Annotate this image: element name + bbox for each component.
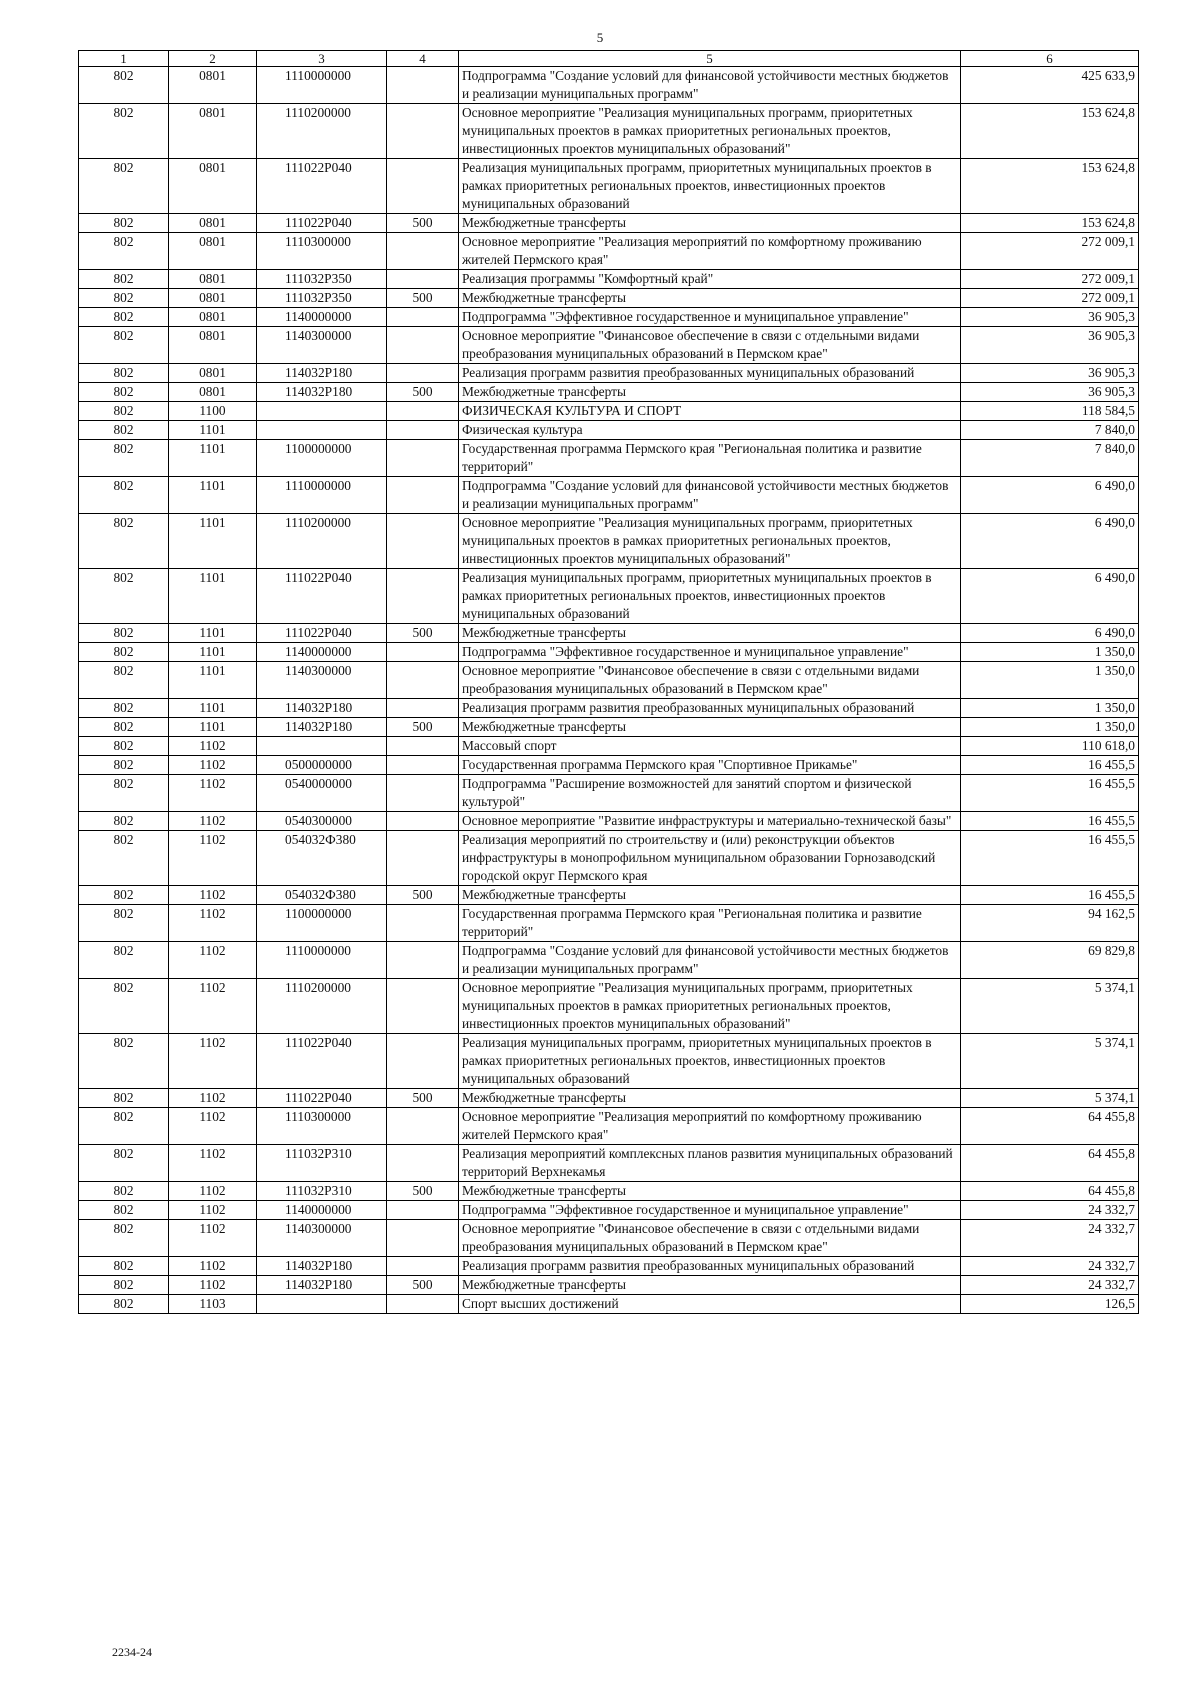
name-cell: Межбюджетные трансферты bbox=[459, 289, 961, 308]
table-row bbox=[79, 831, 1139, 886]
expense-type-cell bbox=[387, 308, 459, 327]
expense-type-cell bbox=[387, 569, 459, 624]
ministry-code-cell: 802 bbox=[79, 737, 169, 756]
section-code-cell: 0801 bbox=[169, 233, 257, 270]
amount-cell: 272 009,1 bbox=[961, 233, 1139, 270]
table-row bbox=[79, 308, 1139, 327]
amount-cell: 5 374,1 bbox=[961, 1089, 1139, 1108]
name-cell: Массовый спорт bbox=[459, 737, 961, 756]
section-code-cell: 0801 bbox=[169, 308, 257, 327]
target-article-cell: 1110000000 bbox=[257, 477, 387, 514]
target-article-cell: 111022P040 bbox=[257, 159, 387, 214]
amount-cell: 94 162,5 bbox=[961, 905, 1139, 942]
table-row bbox=[79, 756, 1139, 775]
expense-type-cell bbox=[387, 440, 459, 477]
expense-type-cell bbox=[387, 270, 459, 289]
target-article-cell: 054032Ф380 bbox=[257, 831, 387, 886]
name-cell: Основное мероприятие "Развитие инфраструктуры и материально-технической базы" bbox=[459, 812, 961, 831]
section-code-cell: 1101 bbox=[169, 624, 257, 643]
budget-table bbox=[78, 50, 1139, 1314]
name-cell: Реализация мероприятий комплексных планов развития муниципальных образований территорий Верхнекамья bbox=[459, 1145, 961, 1182]
ministry-code-cell: 802 bbox=[79, 905, 169, 942]
expense-type-cell bbox=[387, 1257, 459, 1276]
ministry-code-cell: 802 bbox=[79, 67, 169, 104]
section-code-cell: 1102 bbox=[169, 979, 257, 1034]
name-cell: Межбюджетные трансферты bbox=[459, 886, 961, 905]
amount-cell: 272 009,1 bbox=[961, 270, 1139, 289]
ministry-code-cell: 802 bbox=[79, 979, 169, 1034]
amount-cell: 24 332,7 bbox=[961, 1220, 1139, 1257]
expense-type-cell: 500 bbox=[387, 214, 459, 233]
column-header-4: 4 bbox=[387, 51, 459, 67]
amount-cell: 64 455,8 bbox=[961, 1145, 1139, 1182]
table-row bbox=[79, 737, 1139, 756]
amount-cell: 5 374,1 bbox=[961, 979, 1139, 1034]
table-row bbox=[79, 402, 1139, 421]
amount-cell: 6 490,0 bbox=[961, 514, 1139, 569]
expense-type-cell bbox=[387, 643, 459, 662]
name-cell: Физическая культура bbox=[459, 421, 961, 440]
table-row bbox=[79, 1145, 1139, 1182]
name-cell: Реализация муниципальных программ, приоритетных муниципальных проектов в рамках приоритетных региональных проектов, инвестиционных проектов муниципальных образований bbox=[459, 1034, 961, 1089]
ministry-code-cell: 802 bbox=[79, 1220, 169, 1257]
target-article-cell: 111022P040 bbox=[257, 569, 387, 624]
table-row bbox=[79, 662, 1139, 699]
amount-cell: 425 633,9 bbox=[961, 67, 1139, 104]
name-cell: Реализация программ развития преобразованных муниципальных образований bbox=[459, 364, 961, 383]
name-cell: Основное мероприятие "Финансовое обеспечение в связи с отдельными видами преобразования муниципальных образований в Пермском крае" bbox=[459, 662, 961, 699]
ministry-code-cell: 802 bbox=[79, 624, 169, 643]
section-code-cell: 1102 bbox=[169, 1257, 257, 1276]
expense-type-cell bbox=[387, 104, 459, 159]
section-code-cell: 1101 bbox=[169, 514, 257, 569]
name-cell: Подпрограмма "Создание условий для финансовой устойчивости местных бюджетов и реализации муниципальных программ" bbox=[459, 942, 961, 979]
target-article-cell: 1140000000 bbox=[257, 308, 387, 327]
column-header-5: 5 bbox=[459, 51, 961, 67]
expense-type-cell bbox=[387, 233, 459, 270]
table-row bbox=[79, 214, 1139, 233]
expense-type-cell: 500 bbox=[387, 624, 459, 643]
expense-type-cell: 500 bbox=[387, 718, 459, 737]
name-cell: Подпрограмма "Эффективное государственное и муниципальное управление" bbox=[459, 1201, 961, 1220]
amount-cell: 6 490,0 bbox=[961, 569, 1139, 624]
target-article-cell: 1140300000 bbox=[257, 662, 387, 699]
amount-cell: 1 350,0 bbox=[961, 699, 1139, 718]
expense-type-cell bbox=[387, 514, 459, 569]
expense-type-cell bbox=[387, 402, 459, 421]
ministry-code-cell: 802 bbox=[79, 1145, 169, 1182]
name-cell: Реализация программы "Комфортный край" bbox=[459, 270, 961, 289]
section-code-cell: 1101 bbox=[169, 662, 257, 699]
amount-cell: 36 905,3 bbox=[961, 364, 1139, 383]
amount-cell: 7 840,0 bbox=[961, 421, 1139, 440]
expense-type-cell bbox=[387, 775, 459, 812]
section-code-cell: 1102 bbox=[169, 1108, 257, 1145]
section-code-cell: 1102 bbox=[169, 1276, 257, 1295]
column-header-3: 3 bbox=[257, 51, 387, 67]
ministry-code-cell: 802 bbox=[79, 1295, 169, 1314]
ministry-code-cell: 802 bbox=[79, 942, 169, 979]
table-row bbox=[79, 477, 1139, 514]
ministry-code-cell: 802 bbox=[79, 308, 169, 327]
amount-cell: 153 624,8 bbox=[961, 214, 1139, 233]
ministry-code-cell: 802 bbox=[79, 383, 169, 402]
ministry-code-cell: 802 bbox=[79, 1034, 169, 1089]
amount-cell: 1 350,0 bbox=[961, 643, 1139, 662]
ministry-code-cell: 802 bbox=[79, 1276, 169, 1295]
section-code-cell: 1102 bbox=[169, 1089, 257, 1108]
target-article-cell: 1110300000 bbox=[257, 1108, 387, 1145]
target-article-cell: 1100000000 bbox=[257, 440, 387, 477]
table-row bbox=[79, 440, 1139, 477]
target-article-cell bbox=[257, 421, 387, 440]
name-cell: Межбюджетные трансферты bbox=[459, 1276, 961, 1295]
table-row bbox=[79, 289, 1139, 308]
expense-type-cell bbox=[387, 979, 459, 1034]
column-header-1: 1 bbox=[79, 51, 169, 67]
expense-type-cell bbox=[387, 327, 459, 364]
column-header-2: 2 bbox=[169, 51, 257, 67]
target-article-cell: 111022P040 bbox=[257, 214, 387, 233]
target-article-cell bbox=[257, 402, 387, 421]
name-cell: Основное мероприятие "Финансовое обеспечение в связи с отдельными видами преобразования муниципальных образований в Пермском крае" bbox=[459, 327, 961, 364]
ministry-code-cell: 802 bbox=[79, 327, 169, 364]
section-code-cell: 1101 bbox=[169, 718, 257, 737]
target-article-cell: 114032P180 bbox=[257, 364, 387, 383]
ministry-code-cell: 802 bbox=[79, 402, 169, 421]
expense-type-cell bbox=[387, 1220, 459, 1257]
name-cell: Основное мероприятие "Реализация мероприятий по комфортному проживанию жителей Пермского края" bbox=[459, 1108, 961, 1145]
section-code-cell: 1102 bbox=[169, 831, 257, 886]
table-row bbox=[79, 1108, 1139, 1145]
table-row bbox=[79, 718, 1139, 737]
section-code-cell: 1101 bbox=[169, 421, 257, 440]
section-code-cell: 1102 bbox=[169, 1201, 257, 1220]
section-code-cell: 0801 bbox=[169, 327, 257, 364]
amount-cell: 64 455,8 bbox=[961, 1108, 1139, 1145]
page-number: 5 bbox=[596, 30, 604, 45]
section-code-cell: 1102 bbox=[169, 1145, 257, 1182]
expense-type-cell bbox=[387, 1034, 459, 1089]
target-article-cell: 1110200000 bbox=[257, 979, 387, 1034]
expense-type-cell: 500 bbox=[387, 383, 459, 402]
ministry-code-cell: 802 bbox=[79, 886, 169, 905]
amount-cell: 69 829,8 bbox=[961, 942, 1139, 979]
ministry-code-cell: 802 bbox=[79, 270, 169, 289]
ministry-code-cell: 802 bbox=[79, 289, 169, 308]
table-row bbox=[79, 383, 1139, 402]
target-article-cell: 1110300000 bbox=[257, 233, 387, 270]
table-row bbox=[79, 104, 1139, 159]
expense-type-cell bbox=[387, 421, 459, 440]
ministry-code-cell: 802 bbox=[79, 1257, 169, 1276]
section-code-cell: 1101 bbox=[169, 699, 257, 718]
ministry-code-cell: 802 bbox=[79, 233, 169, 270]
target-article-cell: 111022P040 bbox=[257, 1034, 387, 1089]
expense-type-cell bbox=[387, 812, 459, 831]
name-cell: Межбюджетные трансферты bbox=[459, 624, 961, 643]
amount-cell: 153 624,8 bbox=[961, 104, 1139, 159]
ministry-code-cell: 802 bbox=[79, 812, 169, 831]
section-code-cell: 1102 bbox=[169, 775, 257, 812]
target-article-cell: 1140300000 bbox=[257, 1220, 387, 1257]
expense-type-cell bbox=[387, 1108, 459, 1145]
table-row bbox=[79, 67, 1139, 104]
section-code-cell: 1102 bbox=[169, 1220, 257, 1257]
target-article-cell: 0540300000 bbox=[257, 812, 387, 831]
name-cell: Реализация муниципальных программ, приоритетных муниципальных проектов в рамках приоритетных региональных проектов, инвестиционных проектов муниципальных образований bbox=[459, 569, 961, 624]
ministry-code-cell: 802 bbox=[79, 643, 169, 662]
amount-cell: 5 374,1 bbox=[961, 1034, 1139, 1089]
expense-type-cell: 500 bbox=[387, 1276, 459, 1295]
expense-type-cell bbox=[387, 67, 459, 104]
expense-type-cell: 500 bbox=[387, 1089, 459, 1108]
target-article-cell: 114032P180 bbox=[257, 718, 387, 737]
ministry-code-cell: 802 bbox=[79, 514, 169, 569]
amount-cell: 36 905,3 bbox=[961, 327, 1139, 364]
table-row bbox=[79, 1276, 1139, 1295]
name-cell: Реализация мероприятий по строительству и (или) реконструкции объектов инфраструктуры в монопрофильном муниципальном образовании Горнозаводский городской округ Пермского края bbox=[459, 831, 961, 886]
target-article-cell: 111032P310 bbox=[257, 1145, 387, 1182]
table-row bbox=[79, 699, 1139, 718]
section-code-cell: 0801 bbox=[169, 270, 257, 289]
table-row bbox=[79, 979, 1139, 1034]
table-row bbox=[79, 886, 1139, 905]
expense-type-cell bbox=[387, 364, 459, 383]
table-row bbox=[79, 1220, 1139, 1257]
column-header-6: 6 bbox=[961, 51, 1139, 67]
amount-cell: 1 350,0 bbox=[961, 718, 1139, 737]
amount-cell: 126,5 bbox=[961, 1295, 1139, 1314]
name-cell: Межбюджетные трансферты bbox=[459, 1089, 961, 1108]
name-cell: Государственная программа Пермского края "Региональная политика и развитие территорий" bbox=[459, 905, 961, 942]
table-row bbox=[79, 624, 1139, 643]
target-article-cell: 054032Ф380 bbox=[257, 886, 387, 905]
target-article-cell: 1140300000 bbox=[257, 327, 387, 364]
table-row bbox=[79, 812, 1139, 831]
target-article-cell: 1110000000 bbox=[257, 67, 387, 104]
target-article-cell: 0500000000 bbox=[257, 756, 387, 775]
table-row bbox=[79, 364, 1139, 383]
ministry-code-cell: 802 bbox=[79, 104, 169, 159]
section-code-cell: 1101 bbox=[169, 477, 257, 514]
table-row bbox=[79, 514, 1139, 569]
section-code-cell: 1101 bbox=[169, 440, 257, 477]
section-code-cell: 1101 bbox=[169, 569, 257, 624]
amount-cell: 7 840,0 bbox=[961, 440, 1139, 477]
table-row bbox=[79, 1034, 1139, 1089]
expense-type-cell: 500 bbox=[387, 289, 459, 308]
name-cell: Межбюджетные трансферты bbox=[459, 718, 961, 737]
section-code-cell: 0801 bbox=[169, 104, 257, 159]
ministry-code-cell: 802 bbox=[79, 440, 169, 477]
table-body bbox=[79, 67, 1139, 1314]
amount-cell: 16 455,5 bbox=[961, 775, 1139, 812]
expense-type-cell bbox=[387, 1201, 459, 1220]
expense-type-cell bbox=[387, 477, 459, 514]
expense-type-cell bbox=[387, 737, 459, 756]
section-code-cell: 0801 bbox=[169, 383, 257, 402]
target-article-cell: 1140000000 bbox=[257, 1201, 387, 1220]
target-article-cell: 111022P040 bbox=[257, 624, 387, 643]
name-cell: Основное мероприятие "Реализация мероприятий по комфортному проживанию жителей Пермского края" bbox=[459, 233, 961, 270]
amount-cell: 1 350,0 bbox=[961, 662, 1139, 699]
expense-type-cell bbox=[387, 831, 459, 886]
name-cell: Спорт высших достижений bbox=[459, 1295, 961, 1314]
section-code-cell: 1102 bbox=[169, 812, 257, 831]
name-cell: Государственная программа Пермского края "Спортивное Прикамье" bbox=[459, 756, 961, 775]
target-article-cell bbox=[257, 1295, 387, 1314]
section-code-cell: 0801 bbox=[169, 67, 257, 104]
target-article-cell: 111032P350 bbox=[257, 270, 387, 289]
table-row bbox=[79, 1201, 1139, 1220]
section-code-cell: 0801 bbox=[169, 159, 257, 214]
amount-cell: 24 332,7 bbox=[961, 1257, 1139, 1276]
table-row bbox=[79, 159, 1139, 214]
name-cell: Межбюджетные трансферты bbox=[459, 383, 961, 402]
target-article-cell: 1140000000 bbox=[257, 643, 387, 662]
ministry-code-cell: 802 bbox=[79, 477, 169, 514]
name-cell: Основное мероприятие "Реализация муниципальных программ, приоритетных муниципальных проектов в рамках приоритетных региональных проектов, инвестиционных проектов муниципальных образований" bbox=[459, 514, 961, 569]
amount-cell: 16 455,5 bbox=[961, 886, 1139, 905]
name-cell: Межбюджетные трансферты bbox=[459, 1182, 961, 1201]
ministry-code-cell: 802 bbox=[79, 718, 169, 737]
section-code-cell: 1100 bbox=[169, 402, 257, 421]
expense-type-cell bbox=[387, 1145, 459, 1182]
section-code-cell: 1102 bbox=[169, 942, 257, 979]
section-code-cell: 1102 bbox=[169, 737, 257, 756]
expense-type-cell bbox=[387, 1295, 459, 1314]
ministry-code-cell: 802 bbox=[79, 699, 169, 718]
expense-type-cell bbox=[387, 662, 459, 699]
table-row bbox=[79, 1257, 1139, 1276]
name-cell: Межбюджетные трансферты bbox=[459, 214, 961, 233]
ministry-code-cell: 802 bbox=[79, 831, 169, 886]
amount-cell: 36 905,3 bbox=[961, 383, 1139, 402]
amount-cell: 64 455,8 bbox=[961, 1182, 1139, 1201]
amount-cell: 118 584,5 bbox=[961, 402, 1139, 421]
name-cell: Подпрограмма "Расширение возможностей для занятий спортом и физической культурой" bbox=[459, 775, 961, 812]
amount-cell: 16 455,5 bbox=[961, 831, 1139, 886]
name-cell: Подпрограмма "Создание условий для финансовой устойчивости местных бюджетов и реализации муниципальных программ" bbox=[459, 477, 961, 514]
table-row bbox=[79, 775, 1139, 812]
name-cell: Реализация программ развития преобразованных муниципальных образований bbox=[459, 1257, 961, 1276]
section-code-cell: 1102 bbox=[169, 886, 257, 905]
ministry-code-cell: 802 bbox=[79, 662, 169, 699]
target-article-cell: 1110200000 bbox=[257, 514, 387, 569]
section-code-cell: 1102 bbox=[169, 756, 257, 775]
ministry-code-cell: 802 bbox=[79, 1108, 169, 1145]
amount-cell: 36 905,3 bbox=[961, 308, 1139, 327]
name-cell: Подпрограмма "Эффективное государственное и муниципальное управление" bbox=[459, 643, 961, 662]
expense-type-cell: 500 bbox=[387, 886, 459, 905]
ministry-code-cell: 802 bbox=[79, 1089, 169, 1108]
section-code-cell: 0801 bbox=[169, 289, 257, 308]
amount-cell: 24 332,7 bbox=[961, 1201, 1139, 1220]
table-row bbox=[79, 1182, 1139, 1201]
table-row bbox=[79, 1295, 1139, 1314]
amount-cell: 24 332,7 bbox=[961, 1276, 1139, 1295]
table-row bbox=[79, 233, 1139, 270]
expense-type-cell bbox=[387, 905, 459, 942]
target-article-cell: 1100000000 bbox=[257, 905, 387, 942]
ministry-code-cell: 802 bbox=[79, 421, 169, 440]
table-row bbox=[79, 327, 1139, 364]
section-code-cell: 1102 bbox=[169, 905, 257, 942]
ministry-code-cell: 802 bbox=[79, 569, 169, 624]
expense-type-cell bbox=[387, 699, 459, 718]
amount-cell: 153 624,8 bbox=[961, 159, 1139, 214]
target-article-cell bbox=[257, 737, 387, 756]
amount-cell: 272 009,1 bbox=[961, 289, 1139, 308]
name-cell: Основное мероприятие "Финансовое обеспечение в связи с отдельными видами преобразования муниципальных образований в Пермском крае" bbox=[459, 1220, 961, 1257]
target-article-cell: 114032P180 bbox=[257, 1257, 387, 1276]
expense-type-cell: 500 bbox=[387, 1182, 459, 1201]
table-row bbox=[79, 1089, 1139, 1108]
amount-cell: 110 618,0 bbox=[961, 737, 1139, 756]
name-cell: ФИЗИЧЕСКАЯ КУЛЬТУРА И СПОРТ bbox=[459, 402, 961, 421]
target-article-cell: 1110000000 bbox=[257, 942, 387, 979]
ministry-code-cell: 802 bbox=[79, 214, 169, 233]
table-row bbox=[79, 270, 1139, 289]
section-code-cell: 1102 bbox=[169, 1182, 257, 1201]
name-cell: Основное мероприятие "Реализация муниципальных программ, приоритетных муниципальных проектов в рамках приоритетных региональных проектов, инвестиционных проектов муниципальных образований" bbox=[459, 104, 961, 159]
table-row bbox=[79, 643, 1139, 662]
expense-type-cell bbox=[387, 942, 459, 979]
name-cell: Реализация программ развития преобразованных муниципальных образований bbox=[459, 699, 961, 718]
amount-cell: 16 455,5 bbox=[961, 812, 1139, 831]
target-article-cell: 111022P040 bbox=[257, 1089, 387, 1108]
ministry-code-cell: 802 bbox=[79, 775, 169, 812]
amount-cell: 6 490,0 bbox=[961, 624, 1139, 643]
amount-cell: 6 490,0 bbox=[961, 477, 1139, 514]
table-row bbox=[79, 569, 1139, 624]
expense-type-cell bbox=[387, 756, 459, 775]
section-code-cell: 1102 bbox=[169, 1034, 257, 1089]
target-article-cell: 111032P310 bbox=[257, 1182, 387, 1201]
ministry-code-cell: 802 bbox=[79, 1182, 169, 1201]
section-code-cell: 0801 bbox=[169, 364, 257, 383]
table-row bbox=[79, 421, 1139, 440]
target-article-cell: 114032P180 bbox=[257, 383, 387, 402]
ministry-code-cell: 802 bbox=[79, 756, 169, 775]
name-cell: Государственная программа Пермского края "Региональная политика и развитие территорий" bbox=[459, 440, 961, 477]
section-code-cell: 1101 bbox=[169, 643, 257, 662]
target-article-cell: 111032P350 bbox=[257, 289, 387, 308]
section-code-cell: 1103 bbox=[169, 1295, 257, 1314]
section-code-cell: 0801 bbox=[169, 214, 257, 233]
name-cell: Реализация муниципальных программ, приоритетных муниципальных проектов в рамках приоритетных региональных проектов, инвестиционных проектов муниципальных образований bbox=[459, 159, 961, 214]
table-row bbox=[79, 942, 1139, 979]
name-cell: Подпрограмма "Создание условий для финансовой устойчивости местных бюджетов и реализации муниципальных программ" bbox=[459, 67, 961, 104]
ministry-code-cell: 802 bbox=[79, 1201, 169, 1220]
amount-cell: 16 455,5 bbox=[961, 756, 1139, 775]
target-article-cell: 1110200000 bbox=[257, 104, 387, 159]
header-row bbox=[79, 51, 1139, 67]
document-code: 2234-24 bbox=[112, 1645, 152, 1659]
name-cell: Основное мероприятие "Реализация муниципальных программ, приоритетных муниципальных проектов в рамках приоритетных региональных проектов, инвестиционных проектов муниципальных образований" bbox=[459, 979, 961, 1034]
target-article-cell: 114032P180 bbox=[257, 699, 387, 718]
expense-type-cell bbox=[387, 159, 459, 214]
table-row bbox=[79, 905, 1139, 942]
target-article-cell: 0540000000 bbox=[257, 775, 387, 812]
ministry-code-cell: 802 bbox=[79, 364, 169, 383]
target-article-cell: 114032P180 bbox=[257, 1276, 387, 1295]
name-cell: Подпрограмма "Эффективное государственное и муниципальное управление" bbox=[459, 308, 961, 327]
ministry-code-cell: 802 bbox=[79, 159, 169, 214]
